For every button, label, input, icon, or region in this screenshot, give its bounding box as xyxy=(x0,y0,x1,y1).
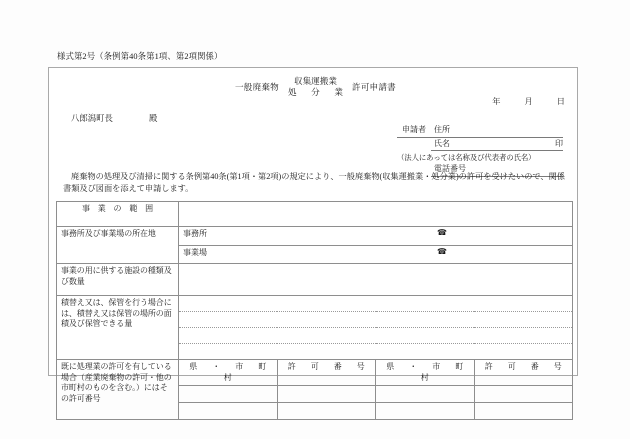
worksite-sublabel: 事業場 xyxy=(183,247,207,257)
applicant-phone-label: 電話番号 xyxy=(434,164,466,174)
table-row-business-scope xyxy=(57,202,573,227)
input-transfer-storage-line-2[interactable] xyxy=(179,312,573,328)
subheader-prefecture-municipality-1 xyxy=(179,360,282,386)
addressee-name: 八郎潟町長 xyxy=(71,114,113,123)
table-row-facility-type xyxy=(57,264,573,296)
input-permit-number-1a[interactable] xyxy=(277,386,376,403)
label-business-scope-text: 事 業 の 範 囲 xyxy=(81,204,154,213)
input-permit-number-2a[interactable] xyxy=(474,386,573,403)
subheader-text: 県 ・ 市 町 村 xyxy=(386,362,479,382)
input-facility-type[interactable] xyxy=(179,264,573,296)
application-form-label: 許可申請書 xyxy=(351,81,396,92)
addressee xyxy=(71,112,157,124)
date-line xyxy=(492,96,565,107)
label-facility-type: 事業の用に供する施設の種類及び数量 xyxy=(57,264,179,296)
input-permit-number-1b[interactable] xyxy=(277,403,376,420)
applicant-block xyxy=(397,124,563,177)
business-type-collection: 収集運搬業 xyxy=(293,76,337,86)
subheader-text: 許 可 番 号 xyxy=(484,362,566,371)
label-office-location: 事務所及び事業場の所在地 xyxy=(57,227,179,264)
addressee-honorific: 殿 xyxy=(148,114,158,123)
input-worksite-address[interactable] xyxy=(179,245,573,264)
subheader-text: 許 可 番 号 xyxy=(287,362,369,371)
label-business-scope xyxy=(57,202,179,227)
applicant-name-label: 氏名 xyxy=(434,138,450,148)
date-year-label: 年 xyxy=(492,97,501,106)
corporate-name-note: （法人にあっては名称及び代表者の氏名） xyxy=(397,153,536,163)
applicant-address-row xyxy=(397,124,563,138)
document-title xyxy=(235,76,396,97)
subheader-permit-number-1 xyxy=(277,360,376,386)
input-prefecture-municipality-1b[interactable] xyxy=(179,403,278,420)
input-permit-number-2b[interactable] xyxy=(474,403,573,420)
business-type-stack xyxy=(285,76,346,97)
application-details-table xyxy=(56,201,573,420)
date-day-label: 日 xyxy=(556,97,565,106)
subheader-prefecture-municipality-2 xyxy=(376,360,479,386)
application-body-text: 廃棄物の処理及び清掃に関する条例第40条(第1項・第2項)の規定により、一般廃棄物(収集運搬業・処分業)の許可を受けたいので、関係書類及び図面を添えて申請します。 xyxy=(63,172,565,194)
input-transfer-storage-line-3[interactable] xyxy=(179,328,573,344)
input-transfer-storage-line-4[interactable] xyxy=(179,344,573,360)
telephone-icon: ☎ xyxy=(437,246,447,256)
applicant-name-row xyxy=(397,138,563,152)
input-prefecture-municipality-1a[interactable] xyxy=(179,386,278,403)
subheader-text: 県 ・ 市 町 村 xyxy=(189,362,282,382)
input-prefecture-municipality-2a[interactable] xyxy=(376,386,475,403)
input-business-scope[interactable] xyxy=(179,202,573,227)
applicant-name-field[interactable] xyxy=(431,138,563,152)
label-existing-permit: 既に処理業の許可を有している場合（産業廃棄物の許可・他の市町村のものを含む。）にはその許可番号 xyxy=(57,360,179,420)
applicant-address-field[interactable] xyxy=(431,124,563,138)
date-month-label: 月 xyxy=(524,97,533,106)
subheader-permit-number-2 xyxy=(474,360,573,386)
form-number-label: 様式第2号（条例第40条第1項、第2項関係） xyxy=(57,52,223,61)
form-sheet xyxy=(48,67,578,404)
table-row-existing-permit-headers xyxy=(57,360,573,386)
applicant-seal-label: 印 xyxy=(555,138,563,148)
office-sublabel: 事務所 xyxy=(183,229,207,238)
applicant-address-label: 住所 xyxy=(434,125,450,134)
table-row-transfer-storage xyxy=(57,296,573,312)
telephone-icon: ☎ xyxy=(437,228,447,237)
input-transfer-storage-line-1[interactable] xyxy=(179,296,573,312)
table-row-office-location xyxy=(57,227,573,246)
label-transfer-storage: 積替え又は、保管を行う場合には、積替え又は保管の場所の面積及び保管できる量 xyxy=(57,296,179,360)
waste-kind-label: 一般廃棄物 xyxy=(235,81,279,92)
business-type-disposal: 処 分 業 xyxy=(287,86,346,97)
input-office-address[interactable] xyxy=(179,227,573,246)
applicant-label: 申請者 xyxy=(397,124,431,138)
input-prefecture-municipality-2b[interactable] xyxy=(376,403,475,420)
